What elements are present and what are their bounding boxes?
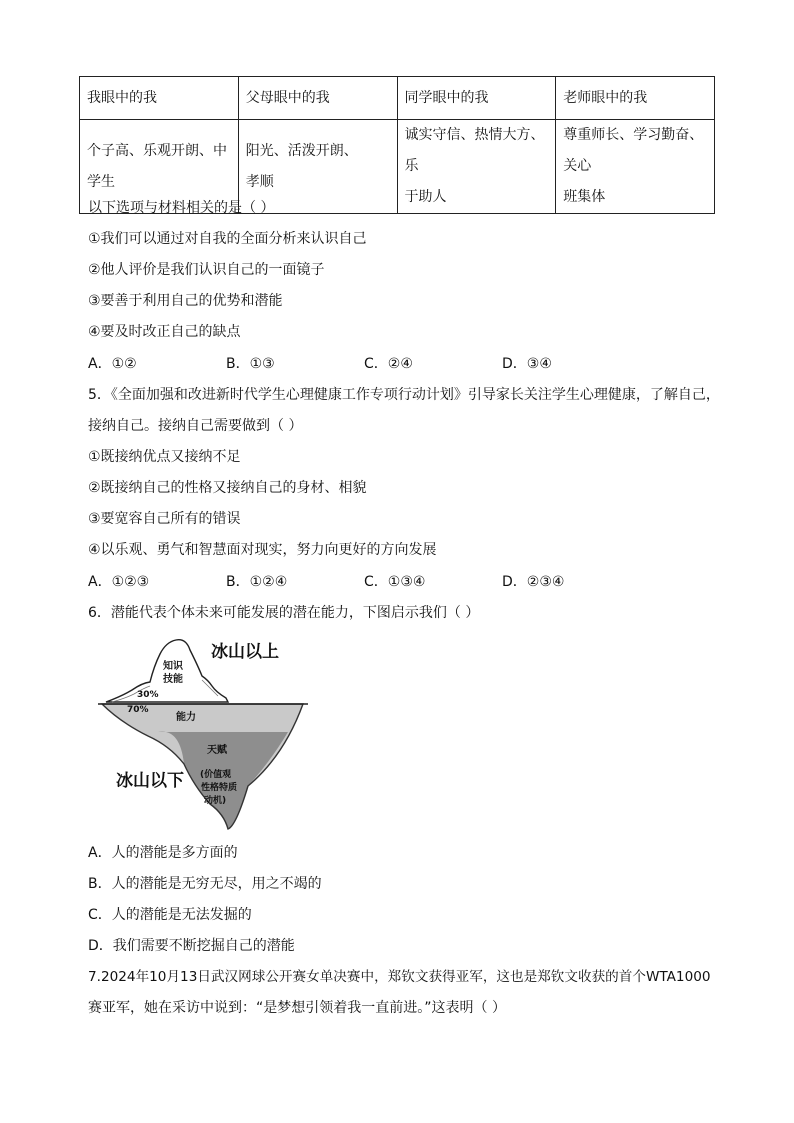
q5-item-3: ③要宽容自己所有的错误	[88, 511, 241, 527]
table-cell	[397, 120, 556, 214]
q4-option-d: D．③④	[502, 356, 552, 372]
iceberg-talent-detail-1: (价值观	[200, 770, 232, 780]
table-header-cell: 我眼中的我	[80, 77, 239, 120]
table-header-cell: 同学眼中的我	[397, 77, 556, 120]
q5-stem-line2: 接纳自己。接纳自己需要做到（ ）	[88, 418, 303, 434]
q5-item-4: ④以乐观、勇气和智慧面对现实，努力向更好的方向发展	[88, 542, 437, 558]
cell-line: 个子高、乐观开朗、中	[87, 142, 227, 159]
q6-stem: 6．潜能代表个体未来可能发展的潜在能力，下图启示我们（ ）	[88, 605, 480, 621]
q5-option-c: C．①③④	[364, 574, 426, 590]
q4-item-4: ④要及时改正自己的缺点	[88, 324, 241, 340]
q4-option-a: A．①②	[88, 356, 137, 372]
table-header-row	[80, 77, 715, 120]
q5-item-2: ②既接纳自己的性格又接纳自己的身材、相貌	[88, 480, 367, 496]
q4-item-1: ①我们可以通过对自我的全面分析来认识自己	[88, 231, 367, 247]
cell-line: 尊重师长、学习勤奋、关心	[563, 127, 704, 174]
iceberg-above-label: 冰山以上	[211, 642, 279, 662]
q5-option-d: D．②③④	[502, 574, 565, 590]
cell-line: 于助人	[404, 189, 447, 205]
iceberg-tip-label-2: 技能	[163, 674, 183, 685]
q4-item-3: ③要善于利用自己的优势和潜能	[88, 293, 283, 309]
q7-stem-line1: 7.2024年10月13日武汉网球公开赛女单决赛中，郑钦文获得亚军，这也是郑钦文收获的首个WTA1000	[88, 969, 711, 985]
iceberg-talent-detail-2: 性格特质	[201, 783, 238, 793]
q4-item-2: ②他人评价是我们认识自己的一面镜子	[88, 262, 325, 278]
cell-line: 孝顺	[245, 173, 274, 190]
iceberg-ability-label: 能力	[176, 712, 196, 723]
cell-line: 学生	[87, 173, 115, 190]
q4-options	[88, 354, 648, 374]
q6-option-b: B．人的潜能是无穷无尽，用之不竭的	[88, 876, 322, 892]
iceberg-pct-30: 30%	[137, 690, 159, 700]
q4-stem: 以下选项与材料相关的是（ ）	[88, 200, 275, 216]
iceberg-talent-label: 天赋	[207, 745, 227, 756]
table-header-cell: 父母眼中的我	[238, 77, 397, 120]
q5-stem-line1: 5．《全面加强和改进新时代学生心理健康工作专项行动计划》引导家长关注学生心理健康，了解自己，	[88, 387, 720, 403]
q6-option-c: C．人的潜能是无法发掘的	[88, 907, 252, 923]
table-cell	[556, 120, 715, 214]
q5-option-b: B．①②④	[226, 574, 288, 590]
q4-option-c: C．②④	[364, 356, 413, 372]
cell-line: 诚实守信、热情大方、乐	[404, 127, 545, 174]
iceberg-pct-70: 70%	[127, 705, 149, 715]
q5-options	[88, 572, 648, 592]
iceberg-below-label: 冰山以下	[116, 771, 184, 791]
q5-option-a: A．①②③	[88, 574, 150, 590]
table-header-cell: 老师眼中的我	[556, 77, 715, 120]
cell-line: 阳光、活泼开朗、	[245, 142, 358, 159]
q6-option-d: D．我们需要不断挖掘自己的潜能	[88, 938, 295, 954]
cell-line: 班集体	[563, 189, 606, 205]
self-perception-table	[79, 76, 715, 214]
q6-option-a: A．人的潜能是多方面的	[88, 845, 238, 861]
q4-option-b: B．①③	[226, 356, 275, 372]
q5-item-1: ①既接纳优点又接纳不足	[88, 449, 241, 465]
q7-stem-line2: 赛亚军，她在采访中说到：“是梦想引领着我一直前进。”这表明（ ）	[88, 1000, 506, 1016]
iceberg-tip-label-1: 知识	[163, 661, 183, 672]
iceberg-talent-detail-3: 动机)	[204, 796, 227, 806]
